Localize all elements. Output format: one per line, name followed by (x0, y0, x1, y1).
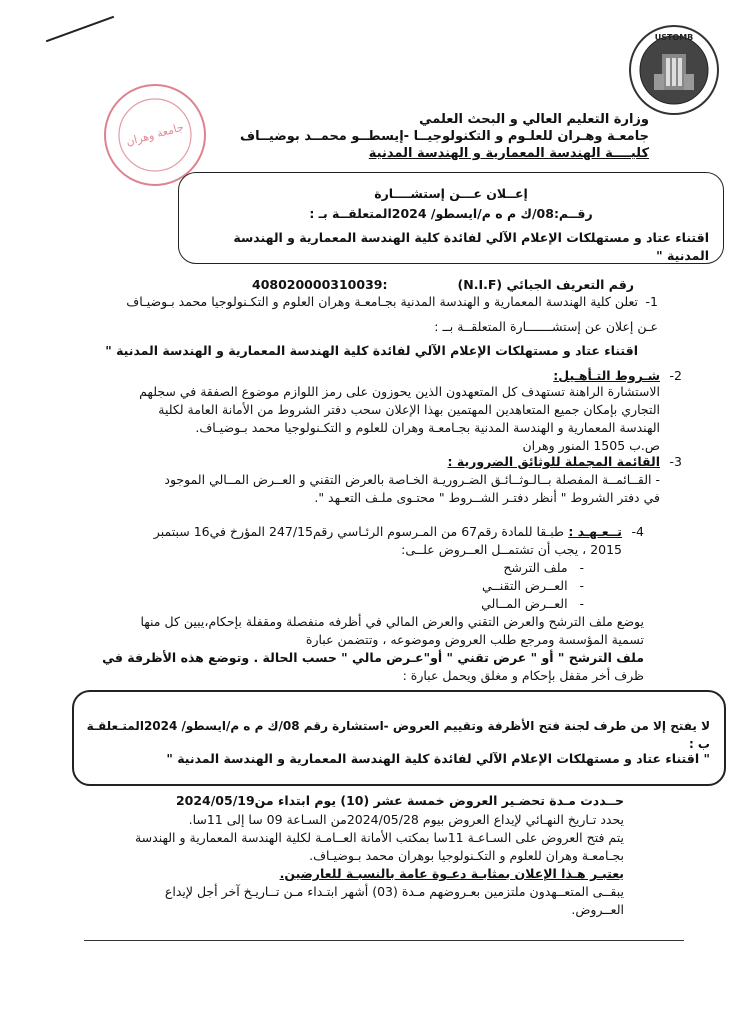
section4-para-line: يوضع ملف الترشح والعرض التقني والعرض المالي في أظرفه منفصلة ومقفلة بإحكام،يبين كل منها (140, 614, 644, 629)
section3-line1: - القــائمــة المفصلة بــالـوثــائـق الضـروريـة الخـاصة بالعرض التقني و العــرض المــالي الموجود (164, 472, 660, 487)
section1-text2: عـن إعلان عن إستشـــــــارة المتعلقــة بــ : (434, 319, 658, 334)
notice-line1: لا يفتح إلا من طرف لجنة فتح الأظرفة وتقييم العروض -استشارة رقم 08/ك م ه م/ايسطو/ 2024المتـعلقـة ب : (86, 719, 710, 751)
announcement-box (178, 172, 724, 264)
closing-line: العــروض. (571, 902, 624, 917)
closing-line: يحدد تـاريخ النهـائي لإيداع العروض بيوم 2024/05/28من السـاعة 09 سا إلى 11سا. (188, 812, 624, 827)
section2-number: 2- (669, 368, 682, 383)
announcement-number: رقــم:08/ك م ه م/ايسطو/ 2024المتعلقــة بـ : (309, 206, 593, 221)
ministry-name: وزارة التعليم العالي و البحث العلمي (419, 112, 649, 127)
faculty-name: كليــــة الهندسة المعمارية و الهندسة المدنية (368, 146, 649, 161)
announcement-subject: اقتناء عتاد و مستهلكات الإعلام الآلي لفائدة كلية الهندسة المعمارية و الهندسة المدنية " (233, 230, 709, 263)
closing-line: يعتبـر هـذا الإعلان بمثابـة دعـوة عامة بالنسبـة للعارضين. (279, 866, 624, 881)
section4-para-line: ملف الترشح " أو " عرض تقني " أو"عـرض مالي " حسب الحالة . وتوضع هذه الأظرفة في (102, 650, 644, 665)
pen-mark (46, 16, 114, 43)
list-item: - العــرض المــالي (481, 596, 584, 611)
closing-line: حــددت مـدة تحضـير العروض خمسة عشر (10) يوم ابتداء من2024/05/19 (175, 793, 624, 808)
section3-number: 3- (669, 454, 682, 469)
closing-line: يبقــى المتعــهدون ملتزمين بعـروضهم مـدة (03) أشهر ابتـداء مـن تــاريـخ آخر أجل لإيداع (164, 884, 624, 899)
list-item: - ملف الترشح (503, 560, 584, 575)
section2-line: الاستشارة الراهنة تستهدف كل المتعهدون الذين يحوزون على رمز اللوازم موضوع الصفقة في سجلهم (139, 384, 660, 399)
section4-line1: طبـقا للمادة رقم67 من المـرسوم الرئـاسي رقم247/15 المؤرخ في16 سبتمبر (153, 524, 564, 539)
announcement-title: إعــلان عـــن إستشــــارة (374, 186, 528, 201)
nif-label: رقم التعريف الجبائي (N.I.F) (457, 277, 634, 292)
section4-number: 4- (631, 524, 644, 539)
section2-line: ص.ب 1505 المنور وهران (522, 438, 660, 453)
section3-line2: في دفتر الشروط " أنظر دفتـر الشــروط " محتـوى ملـف التعـهد ". (314, 490, 660, 505)
logo-text: USTOMB (654, 33, 694, 42)
bottom-divider (84, 940, 684, 941)
envelope-notice-box (72, 690, 726, 786)
list-item: - العــرض التقنــي (482, 578, 584, 593)
section1-text: تعلن كلية الهندسة المعمارية و الهندسة المدنية بجـامعـة وهران العلوم و التكـنولوجيا محمد بـوضيـاف (126, 294, 638, 309)
section1-subject: اقتناء عتاد و مستهلكات الإعلام الآلي لفائدة كلية الهندسة المعمارية و الهندسة المدنية " (105, 343, 638, 358)
closing-line: يتم فتح العروض على السـاعـة 11سا بمكتب الأمانة العــامـة لكلية الهندسة المعمارية و الهندسة (134, 830, 624, 845)
university-name: جامعـة وهـران للعلـوم و التكنولوجيــا -إيسطــو محمــد بوضيــاف (240, 129, 649, 144)
section2-line: الهندسة المعمارية و الهندسة المدنية بجـامعـة وهران للعلوم و التكـنولوجيا محمد بـوضيـاف. (195, 420, 660, 435)
section4-line2: 2015 ، يجب أن تشتمــل العــروض علــى: (401, 542, 622, 557)
stamp-text: جامعة وهران (124, 120, 186, 149)
section2-line: التجاري بإمكان جميع المتعاهدين المهتمين بهذا الإعلان سحب دفتر الشروط من الأمانة العامة لكلية (158, 402, 660, 417)
notice-line2: " اقتناء عتاد و مستهلكات الإعلام الآلي لفائدة كلية الهندسة المعمارية و الهندسة المدنية " (166, 751, 710, 766)
section4-para-line: تسمية المؤسسة ومرجع طلب العروض وموضوعه ، وتتضمن عبارة (305, 632, 644, 647)
section4-para-line: ظرف أخر مقفل بإحكام و مغلق ويحمل عبارة : (402, 668, 644, 683)
university-logo (628, 24, 720, 116)
section4-heading: تــعـهـد : (568, 524, 622, 539)
section1-number: 1- (645, 294, 658, 309)
section3-heading: القائمة المجملة للوثائق الضرورية : (447, 454, 660, 469)
section2-heading: شـروط التـأهـيل: (553, 368, 660, 383)
closing-line: بجـامعـة وهران للعلوم و التكـنولوجيا بوهران محمد بـوضيـاف. (309, 848, 624, 863)
nif-value: 408020000310039: (252, 277, 388, 292)
